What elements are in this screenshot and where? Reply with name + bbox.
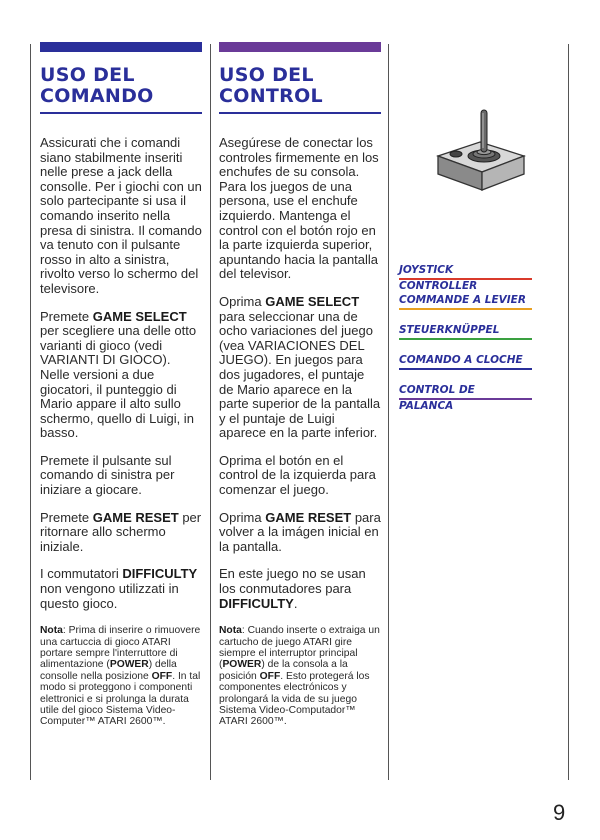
italian-paragraph-1: Assicurati che i comandi siano stabilmente inseriti nelle prese a jack della consolle. Per i giochi con un solo partecipante si usa il comando inserito nella presa di sinistra. Il comando va tenuto con il pulsante rosso in alto a sinistra, rivolto verso lo schermo del televisore. <box>40 135 202 296</box>
italian-paragraph-4: Premete GAME RESET per ritornare allo schermo iniziale. <box>40 509 202 554</box>
spanish-heading-rule <box>219 112 381 114</box>
spanish-heading-line2: CONTROL <box>219 85 323 107</box>
italian-heading-rule <box>40 112 202 114</box>
controller-name-item <box>399 322 532 340</box>
italian-note: Nota: Prima di inserire o rimuovere una cartuccia di gioco ATARI portare sempre l'interruttore di alimentazione (POWER) della consolle nella posizione OFF. In tal modo si proteggono i componenti elettronici e si prolunga la durata utile del gioco Sistema Video-Computer™ ATARI 2600™. <box>40 625 201 728</box>
italian-paragraph-3: Premete il pulsante sul comando di sinistra per iniziare a giocare. <box>40 452 175 498</box>
column-divider-middle <box>210 44 211 780</box>
italian-heading-line2: COMANDO <box>40 85 154 107</box>
column-divider-left <box>30 44 31 780</box>
italian-column <box>40 42 202 741</box>
italian-heading <box>40 65 202 107</box>
spanish-column <box>219 42 381 741</box>
spanish-heading <box>219 65 381 107</box>
controller-name-label: COMANDO A CLOCHE <box>399 354 523 366</box>
spanish-note: Nota: Cuando inserte o extraiga un cartucho de juego ATARI gire siempre el interruptor principal (POWER) de la consola a la posición OFF. Esto protegerá los componentes electrónicos y prolongará la vida de su juego Sistema Video-Computador™ ATARI 2600™. <box>219 625 380 728</box>
spanish-paragraph-4: Oprima GAME RESET para volver a la imágen inicial en la pantalla. <box>219 509 381 554</box>
column-divider-far-right <box>568 44 569 780</box>
controller-name-underline <box>399 338 532 340</box>
controller-name-item <box>399 352 532 370</box>
joystick-icon <box>432 104 532 204</box>
italian-color-bar <box>40 42 202 52</box>
controller-name-label: STEUERKNÜPPEL <box>399 324 500 336</box>
spanish-paragraph-1: Asegúrese de conectar los controles firmemente en los enchufes de su consola. Para los juegos de una persona, use el enchufe izquierdo. Mantenga el control con el botón rojo en la parte izquierda superior, apuntando hacia la pantalla del televisor. <box>219 135 379 282</box>
italian-paragraph-2: Premete GAME SELECT per scegliere una delle otto varianti di gioco (vedi VARIANTI DI GIOCO). Nelle versioni a due giocatori, il punteggio di Mario appare il alto sullo schermo, quello di Luigi, in basso. <box>40 308 197 441</box>
controller-names-list <box>399 262 532 412</box>
controller-name-label: CONTROL DE PALANCA <box>399 384 475 412</box>
italian-heading-line1: USO DEL <box>40 64 135 86</box>
italian-paragraph-5: I commutatori DIFFICULTY non vengono utilizzati in questo gioco. <box>40 566 198 611</box>
controller-name-label: COMMANDE A LEVIER <box>399 294 526 306</box>
controller-name-underline <box>399 308 532 310</box>
spanish-paragraph-5: En este juego no se usan los conmutadores para DIFFICULTY. <box>219 566 366 611</box>
column-divider-right <box>388 44 389 780</box>
spanish-heading-line1: USO DEL <box>219 64 314 86</box>
controller-name-item <box>399 382 532 412</box>
controller-name-item <box>399 262 532 292</box>
spanish-paragraph-2: Oprima GAME SELECT para seleccionar una de ocho variaciones del juego (vea VARIACIONES DEL JUEGO). En juegos para dos jugadores, el puntaje de Mario aparece en la parte superior de la pantalla y el puntaje de Luigi aparece en la parte inferior. <box>219 293 381 441</box>
italian-body <box>40 136 202 728</box>
spanish-body <box>219 136 381 728</box>
controller-name-label: JOYSTICK CONTROLLER <box>399 264 478 292</box>
controller-name-item <box>399 292 532 310</box>
spanish-paragraph-3: Oprima el botón en el control de la izquierda para comenzar el juego. <box>219 452 376 498</box>
spanish-color-bar <box>219 42 381 52</box>
page-number: 9 <box>553 800 566 825</box>
controller-name-underline <box>399 368 532 370</box>
